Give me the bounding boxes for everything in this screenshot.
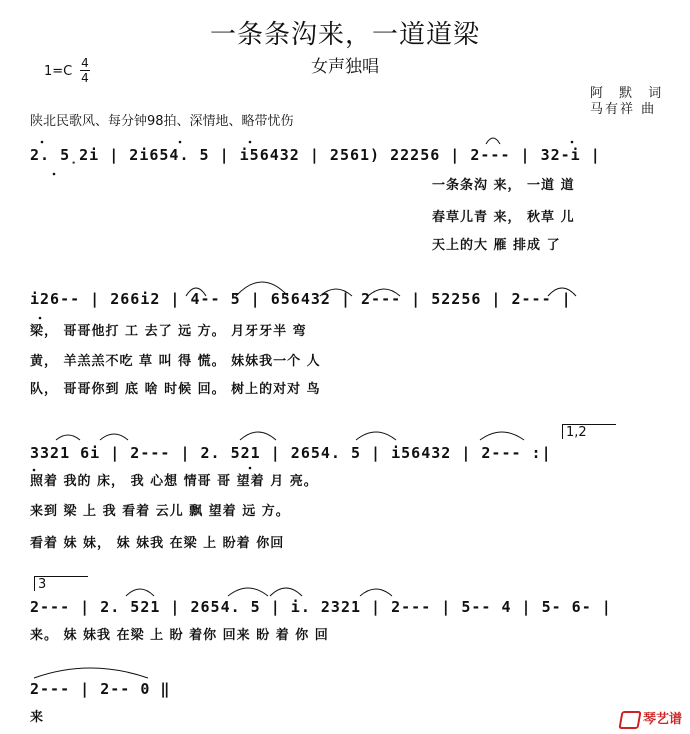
lyric-line-3-verse-3: 看着 妹 妹， 妹 妹我 在梁 上 盼着 你回 <box>30 536 285 551</box>
notation-line-2: i26-- | 266i2 | 4-- 5 | 656432 | 2--- | 52256 | 2--- | <box>30 290 572 308</box>
notation-line-5: 2--- | 2-- 0 ‖ <box>30 680 171 698</box>
lyric-line-3-verse-1: 照着 我的 床， 我 心想 情哥 哥 望着 月 亮。 <box>30 474 318 489</box>
song-title: 一条条沟来，一道道梁 <box>209 20 480 50</box>
site-logo <box>620 708 682 729</box>
lyric-line-2-verse-3: 队， 哥哥你到 底 啥 时候 回。 树上的对对 鸟 <box>30 382 321 397</box>
lyric-line-2-verse-1: 梁， 哥哥他打 工 去了 远 方。 月牙牙半 弯 <box>30 324 307 339</box>
notation-line-3: 3321 6i | 2--- | 2. 521 | 2654. 5 | i56432 | 2--- :| <box>30 444 552 462</box>
performance-type: 女声独唱 <box>311 57 379 77</box>
lyric-line-1-verse-3: 天上的大 雁 排成 了 <box>432 238 561 253</box>
notation-line-4: 2--- | 2. 521 | 2654. 5 | i. 2321 | 2--- | 5-- 4 | 5- 6- | <box>30 598 612 616</box>
time-signature <box>80 56 90 85</box>
lyric-line-1-verse-1: 一条条沟 来， 一道 道 <box>432 178 575 193</box>
meter-bottom: 4 <box>81 71 89 85</box>
key-signature: 1=C <box>44 64 73 79</box>
volta-bracket-1-2: 1,2 <box>562 424 616 439</box>
meter-top: 4 <box>81 56 89 70</box>
lyric-line-5: 来 <box>30 710 45 725</box>
logo-text: 琴艺谱 <box>642 712 682 727</box>
lyric-line-1-verse-2: 春草儿青 来， 秋草 儿 <box>432 210 575 225</box>
volta-bracket-3: 3 <box>34 576 88 591</box>
logo-icon <box>618 711 641 729</box>
tempo-description: 陕北民歌风、每分钟98拍、深情地、略带忧伤 <box>30 114 294 129</box>
lyric-line-3-verse-2: 来到 梁 上 我 看着 云儿 飘 望着 远 方。 <box>30 504 290 519</box>
notation-line-1: 2. 5̣2i | 2i654. 5 | i56432 | 2561) 22256 | 2--- | 32-i | <box>30 146 601 164</box>
lyric-line-4: 来。 妹 妹我 在梁 上 盼 着你 回来 盼 着 你 回 <box>30 628 329 643</box>
composer-credit: 马有祥 曲 <box>590 102 657 117</box>
lyric-line-2-verse-2: 黄， 羊羔羔不吃 草 叫 得 慌。 妹妹我一个 人 <box>30 354 321 369</box>
lyricist-credit: 阿 默 词 <box>590 86 668 101</box>
